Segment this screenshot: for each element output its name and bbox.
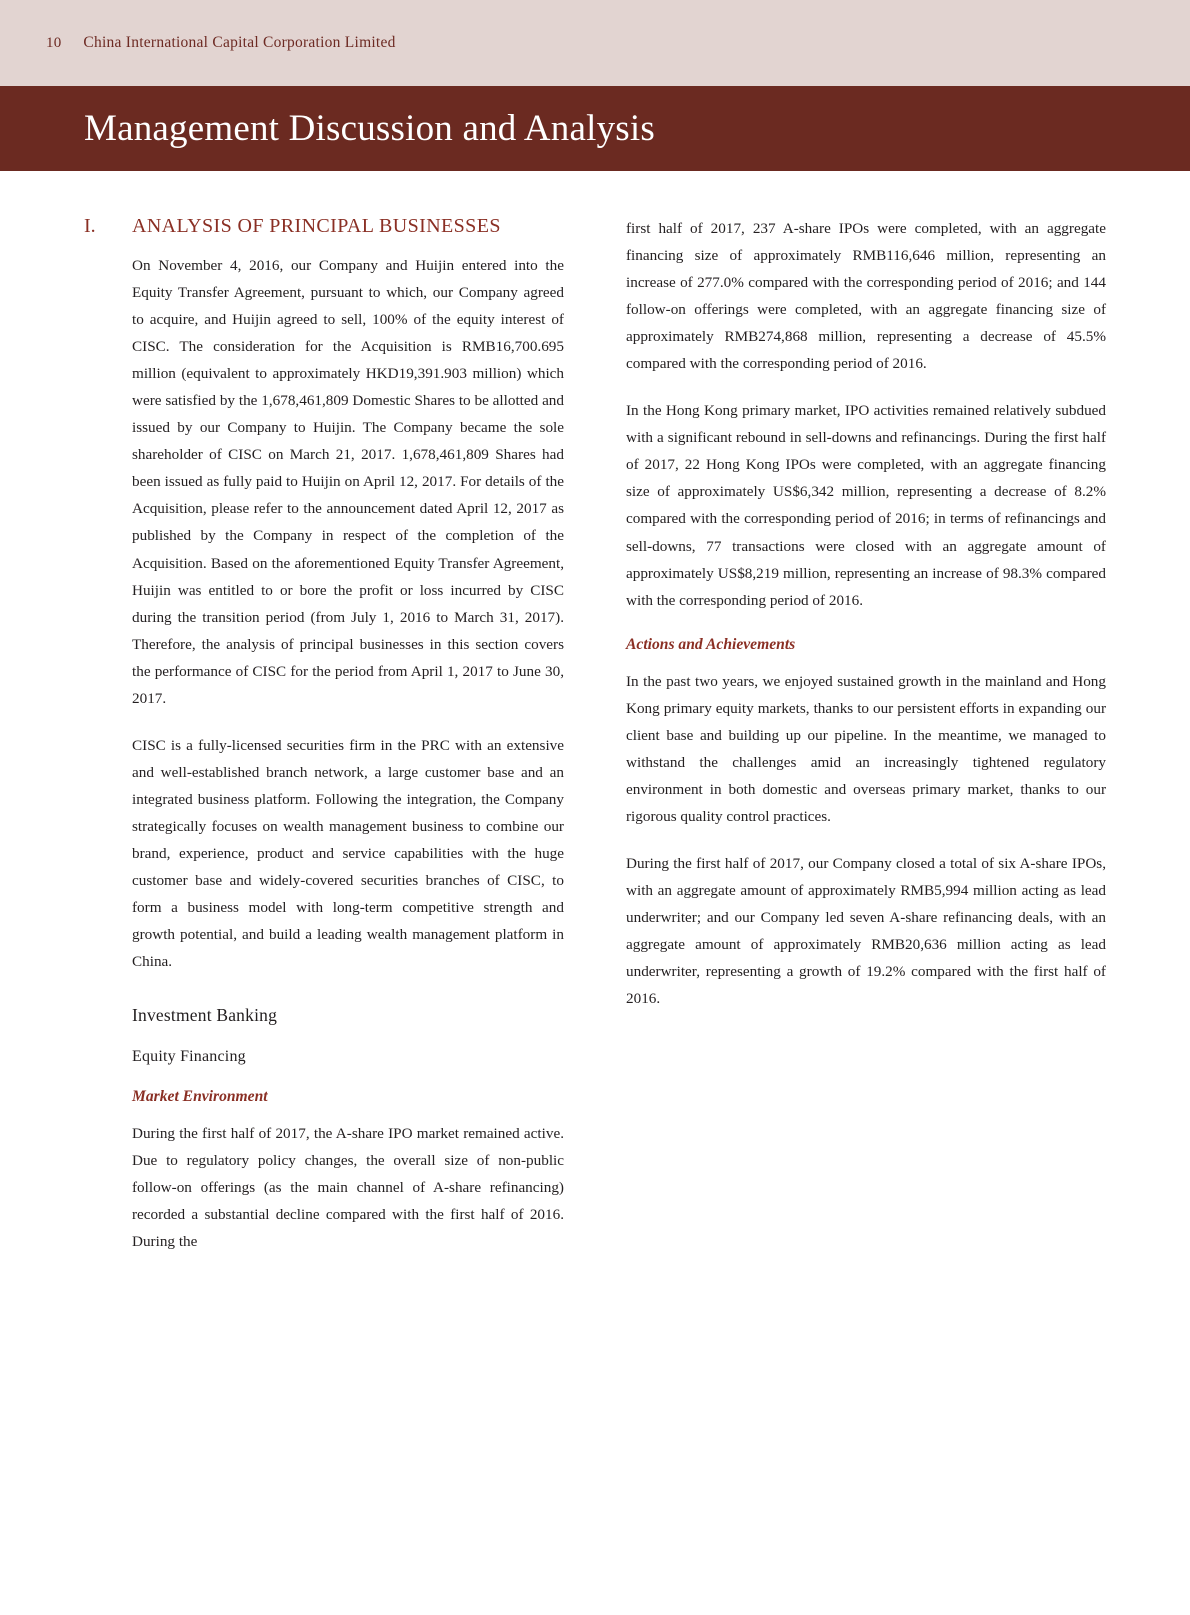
paragraph-hong-kong-market: In the Hong Kong primary market, IPO activities remained relatively subdued with a significant rebound in sell-downs and refinancings. During the first half of 2017, 22 Hong Kong IPOs were completed, with an aggregate financing size of approximately US$6,342 million, representing a decrease of 8.2% compared with the corresponding period of 2016; in terms of refinancings and sell-downs, 77 transactions were closed with an aggregate amount of approximately US$8,219 million, representing an increase of 98.3% compared with the corresponding period of 2016. xyxy=(626,402,1106,609)
chapter-title-band xyxy=(0,86,1190,171)
paragraph-market-environment: During the first half of 2017, the A-share IPO market remained active. Due to regulatory policy changes, the overall size of non-public follow-on offerings (as the main channel of A-share refinancing) recorded a substantial decline compared with the first half of 2016. During the xyxy=(132,1125,564,1251)
section-title: ANALYSIS OF PRINCIPAL BUSINESSES xyxy=(132,215,501,237)
page-number: 10 xyxy=(46,34,62,51)
running-header xyxy=(0,0,1190,86)
paragraph-cisc-description: CISC is a fully-licensed securities firm in the PRC with an extensive and well-established branch network, a large customer base and an integrated business platform. Following the integration, the Company strategically focuses on wealth management business to combine our brand, experience, product and service capabilities with the huge customer base and widely-covered securities branches of CISC, to form a business model with long-term competitive strength and growth potential, and build a leading wealth management platform in China. xyxy=(132,736,564,971)
document-body xyxy=(0,171,1190,1275)
page-title: Management Discussion and Analysis xyxy=(84,108,655,149)
heading-equity-financing: Equity Financing xyxy=(132,1048,246,1066)
heading-actions-achievements: Actions and Achievements xyxy=(626,635,796,653)
paragraph-sustained-growth: In the past two years, we enjoyed sustained growth in the mainland and Hong Kong primary equity markets, thanks to our persistent efforts in expanding our client base and building up our pipeline. In the meantime, we managed to withstand the challenges amid an increasingly tightened regulatory environment in both domestic and overseas primary market, thanks to our rigorous quality control practices. xyxy=(626,672,1106,825)
section-heading xyxy=(84,215,564,238)
heading-market-environment: Market Environment xyxy=(132,1088,268,1106)
heading-investment-banking: Investment Banking xyxy=(132,1005,278,1026)
section-number: I. xyxy=(84,215,96,237)
left-column xyxy=(84,215,564,1275)
right-column xyxy=(626,215,1106,1275)
paragraph-a-share-stats: first half of 2017, 237 A-share IPOs were completed, with an aggregate financing size of approximately RMB116,646 million, representing an increase of 277.0% compared with the corresponding period of 2016; and 144 follow-on offerings were completed, with an aggregate financing size of approximately RMB274,868 million, representing a decrease of 45.5% compared with the corresponding period of 2016. xyxy=(626,220,1106,373)
paragraph-acquisition-overview: On November 4, 2016, our Company and Huijin entered into the Equity Transfer Agreement, pursuant to which, our Company agreed to acquire, and Huijin agreed to sell, 100% of the equity interest of CISC. The consideration for the Acquisition is RMB16,700.695 million (equivalent to approximately HKD19,391.903 million) which were satisfied by the 1,678,461,809 Domestic Shares to be allotted and issued by our Company to Huijin. The Company became the sole shareholder of CISC on March 21, 2017. 1,678,461,809 Shares had been issued as fully paid to Huijin on April 12, 2017. For details of the Acquisition, please refer to the announcement dated April 12, 2017 as published by the Company in respect of the completion of the Acquisition. Based on the aforementioned Equity Transfer Agreement, Huijin was entitled to or bore the profit or loss incurred by CISC during the transition period (from July 1, 2016 to March 31, 2017). Therefore, the analysis of principal businesses in this section covers the performance of CISC for the period from April 1, 2017 to June 30, 2017. xyxy=(132,257,564,707)
paragraph-deals-summary: During the first half of 2017, our Company closed a total of six A-share IPOs, with an aggregate amount of approximately RMB5,994 million acting as lead underwriter; and our Company led seven A-share refinancing deals, with an aggregate amount of approximately RMB20,636 million acting as lead underwriter, representing a growth of 19.2% compared with the first half of 2016. xyxy=(626,854,1106,1008)
company-name: China International Capital Corporation Limited xyxy=(83,34,396,51)
